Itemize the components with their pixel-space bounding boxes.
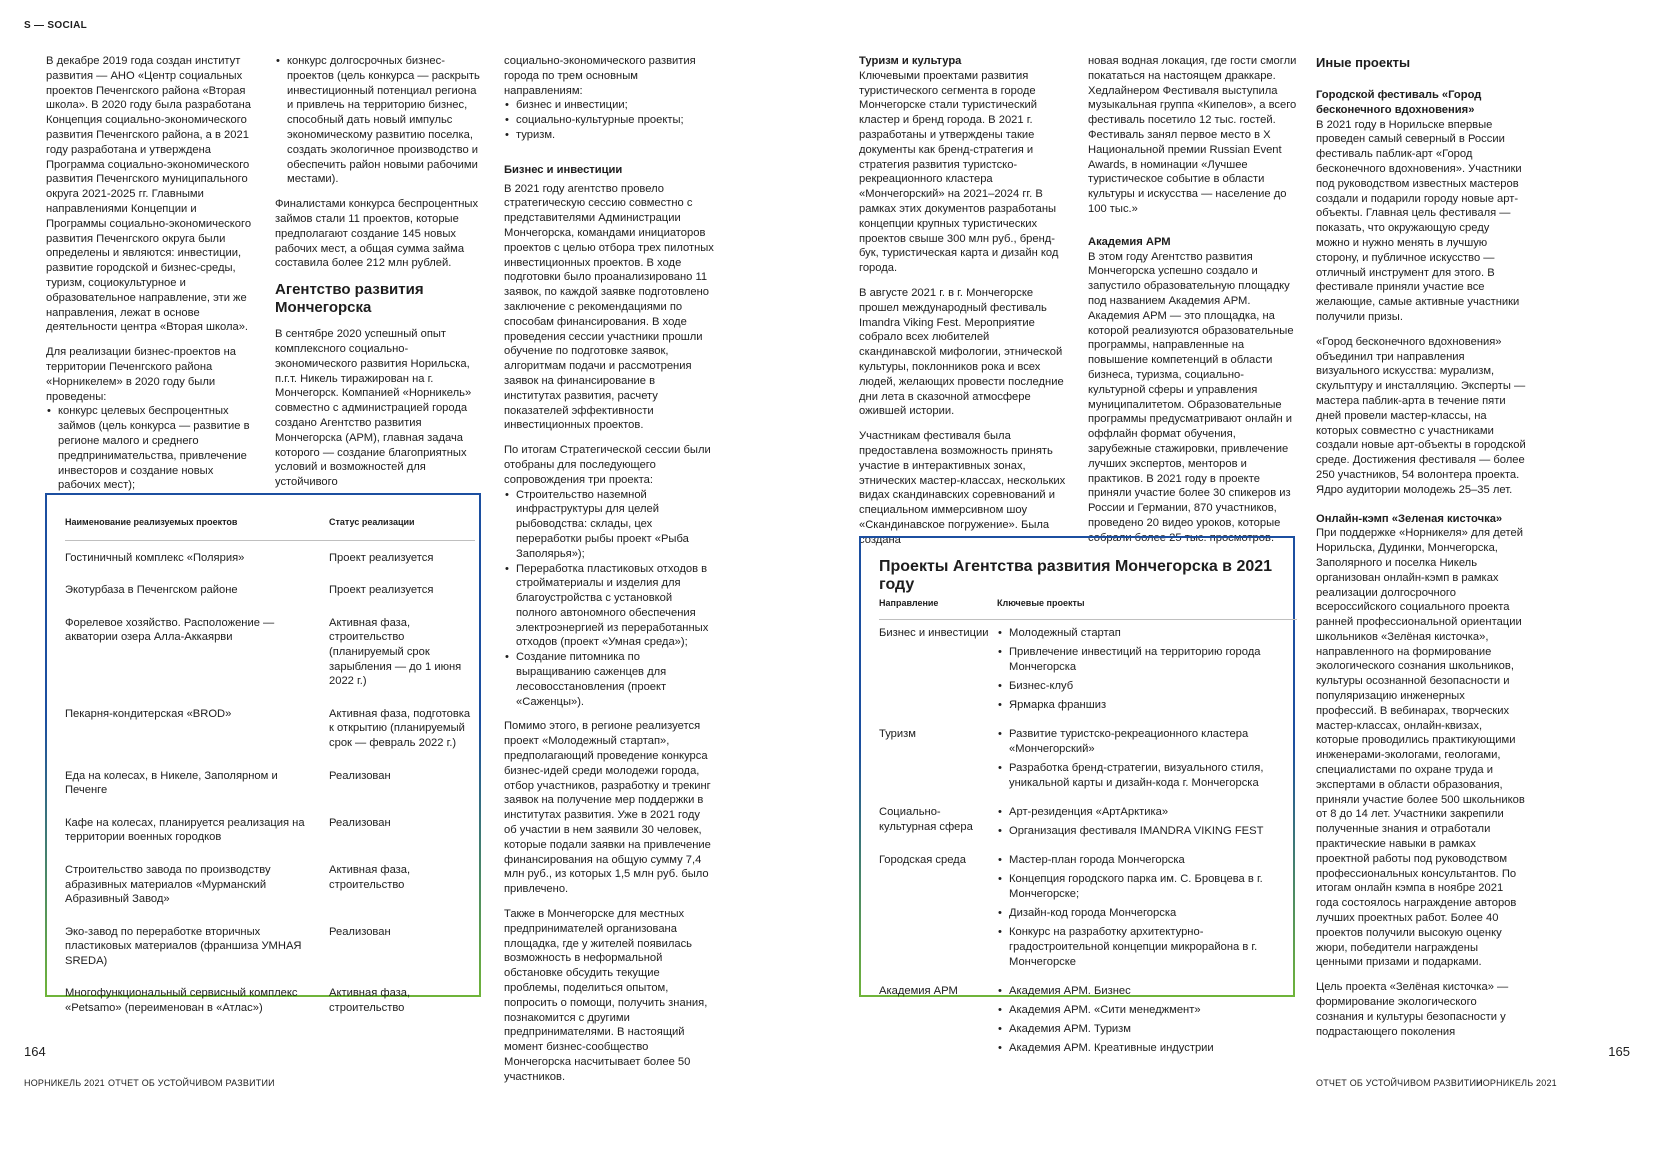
table-cell: Еда на колесах, в Никеле, Заполярном и Печенге — [65, 769, 278, 797]
list-item: • Молодежный стартап — [1009, 626, 1297, 641]
table-cell — [997, 978, 1297, 1064]
paragraph: В 2021 году в Норильске впервые проведен самый северный в России фестиваль паблик-арт «Город бесконечного вдохновения». Участники под руководством известных мастеров создали и подарили городу новые арт-объекты. Главная цель фестиваля — показать, что окружающую среду можно и нужно менять в лучшую сторону, и публичное искусство — отличный инструмент для этого. В фестивале приняли участие все желающие, самые активные участники получили призы. — [1316, 118, 1522, 323]
table-cell: Туризм — [879, 728, 916, 740]
table-cell: Активная фаза, строительство — [329, 863, 411, 891]
paragraph: В сентябре 2020 успешный опыт комплексного социально-экономического развития Норильска, п.г.т. Никель тиражирован на г. Мончегорск. Компанией «Норникель» совместно с администрацией города создано Агентство развития Мончегорска (АРМ), главная задача которого — создание благоприятных условий и возможностей для устойчивого — [275, 328, 472, 489]
table-header: Наименование реализуемых проектов — [65, 515, 329, 540]
subheading: Академия АРМ — [1088, 235, 1171, 248]
paragraph: новая водная локация, где гости смогли покататься на настоящем драккаре. Хедлайнером Фестиваля выступила музыкальная группа «Кипелов», а всего фестиваль посетило 12 тыс. гостей. Фестиваль занял первое место в X Национальной премии Russian Event Awards, в номинации «Лучшее туристическое событие в области культуры и искусства — население до 100 тыс.» — [1088, 55, 1297, 215]
table-cell: Социально-культурная сфера — [879, 806, 973, 833]
table-row — [879, 847, 1297, 978]
right-col-3 — [1316, 54, 1526, 1049]
paragraph: В 2021 году агентство провело стратегическую сессию совместно с представителями Администрации Мончегорска, командами инициаторов проектов с целью отбора трех пилотных инвестиционных проектов. В ходе подготовки было проанализировано 11 заявок, по каждой заявке подготовлено заключение с рекомендациями по способам финансирования. В ходе проведения сессии участники прошли обучение по подготовке заявок, алгоритмам подачи и рассмотрения заявок на финансирование в институтах развития, расчету показателей эффективности инвестиционных проектов. — [504, 182, 714, 432]
table-cell: Активная фаза, строительство (планируемый срок зарыбления — до 1 июня 2022 г.) — [329, 616, 462, 688]
table-cell: Академия АРМ — [879, 985, 958, 997]
table-cell: Бизнес и инвестиции — [879, 627, 989, 639]
bullet-list — [504, 98, 714, 142]
left-col-2 — [275, 54, 483, 500]
table-cell: Реализован — [329, 816, 391, 829]
paragraph: Финалистами конкурса беспроцентных займов стали 11 проектов, которые предполагают создание 145 новых рабочих мест, а общая сумма займа составила более 212 млн рублей. — [275, 198, 479, 270]
projects-table-box — [45, 493, 481, 1015]
table-cell: Гостиничный комплекс «Полярия» — [65, 551, 245, 564]
section-heading: Иные проекты — [1316, 55, 1411, 70]
list-item: • Мастер-план города Мончегорска — [1009, 853, 1297, 868]
paragraph: Ключевыми проектами развития туристического сегмента в городе Мончегорске стали туристический кластер и бренд города. В 2021 г. разработаны и утверждены такие документы как бренд-стратегия и стратегия развития туристско-рекреационного кластера «Мончегорский» на 2021–2024 гг. В рамках этих документов разработаны концепции крупных туристических проектов свыше 300 млн руб., бренд-бук, туристическая карта и дизайн код города. — [859, 69, 1059, 275]
table-row — [879, 799, 1297, 847]
page-number: 165 — [1608, 1044, 1630, 1059]
table-cell: Форелевое хозяйство. Расположение — акватории озера Алла-Аккаярви — [65, 616, 275, 644]
paragraph: В декабре 2019 года создан институт развития — АНО «Центр социальных проектов Печенгского района «Вторая школа». В 2020 году была разработана Концепция социально-экономического развития Печенгского района, а в 2021 году разработана и утверждена Программа социально-экономического развития Печенгского муниципального округа 2021-2025 гг. Главными направлениями Концепции и Программы социально-экономического развития Печенгского округа были определены и являются: инвестиции, развитие городской и бизнес-среды, туризм, социокультурное и образовательное направление, эти же направления, лежат в основе деятельности центра «Вторая школа». — [46, 55, 252, 334]
table-header: Статус реализации — [329, 515, 475, 540]
table-row — [65, 976, 475, 1023]
list-item: • Привлечение инвестиций на территорию города Мончегорска — [1009, 645, 1297, 675]
list-item: • Переработка пластиковых отходов в стройматериалы и изделия для благоустройства с установкой полного автономного обеспечения электроэнергией из переработанных отходов (проект «Умная среда»); — [516, 562, 714, 651]
bullet-list — [46, 404, 256, 493]
table-row — [879, 721, 1297, 799]
table-cell: Пекарня-кондитерская «BROD» — [65, 707, 232, 720]
footer-company: НОРНИКЕЛЬ 2021 — [24, 1078, 105, 1088]
table-header: Ключевые проекты — [997, 596, 1297, 620]
table-row — [879, 620, 1297, 722]
table-cell: Реализован — [329, 769, 391, 782]
list-item: • конкурс долгосрочных бизнес-проектов (цель конкурса — раскрыть инвестиционный потенциал региона и привлечь на территорию бизнес, способный дать новый импульс экономическому развитию поселка, создать экологичное производство и обеспечить район новыми рабочими местами). — [287, 54, 483, 187]
projects-table — [65, 515, 475, 1024]
page-number: 164 — [24, 1044, 46, 1059]
subheading: Туризм и культура — [859, 55, 962, 67]
table-header: Направление — [879, 596, 997, 620]
list-item: • бизнес и инвестиции; — [516, 98, 714, 113]
table-cell — [997, 799, 1297, 847]
table-title: Проекты Агентства развития Мончегорска в 2021 году — [879, 558, 1273, 593]
list-item: • конкурс целевых беспроцентных займов (цель конкурса — развитие в регионе малого и среднего предпринимательства, привлечение инвесторов и создание новых рабочих мест); — [58, 404, 256, 493]
table-cell: Проект реализуется — [329, 551, 434, 564]
subheading: Городской фестиваль «Город бесконечного вдохновения» — [1316, 89, 1482, 116]
table-cell: Активная фаза, строительство — [329, 987, 411, 1015]
table-row — [65, 806, 475, 853]
table-cell — [997, 620, 1297, 722]
table-row — [65, 853, 475, 915]
list-item: • Ярмарка франшиз — [1009, 698, 1297, 713]
list-item: • Концепция городского парка им. С. Бровцева в г. Мончегорске; — [1009, 872, 1297, 902]
section-heading: Агентство развития Мончегорска — [275, 281, 424, 317]
list-item: • Строительство наземной инфраструктуры для целей рыбоводства: склады, цех переработки рыбы проект «Рыба Заполярья»); — [516, 488, 714, 562]
list-item: • Дизайн-код города Мончегорска — [1009, 906, 1297, 921]
list-item: • Бизнес-клуб — [1009, 679, 1297, 694]
right-col-2 — [1088, 54, 1298, 556]
list-item: • Академия АРМ. Креативные индустрии — [1009, 1041, 1297, 1056]
list-item: • Создание питомника по выращиванию саженцев для лесовосстановления (проект «Саженцы»). — [516, 650, 714, 709]
bullet-list — [275, 54, 483, 187]
table-row — [65, 915, 475, 977]
list-item: • Академия АРМ. Бизнес — [1009, 984, 1297, 999]
table-cell: Многофункциональный сервисный комплекс «Petsamo» (переименован в «Атлас») — [65, 987, 298, 1015]
subheading: Онлайн-кэмп «Зеленая кисточка» — [1316, 512, 1503, 525]
list-item: • социально-культурные проекты; — [516, 113, 714, 128]
table-cell: Проект реализуется — [329, 584, 434, 597]
paragraph: «Город бесконечного вдохновения» объединил три направления визуального искусства: мурализм, скульптуру и инсталляцию. Эксперты — мастера паблик-арта в течение пяти дней провели мастер-классы, на которых совместно с участниками создали новые арт-объекты в городской среде. Достижения фестиваля — более 250 участников, 54 волонтера проекта. Ядро аудитории молодежь 25–35 лет. — [1316, 335, 1526, 496]
table-cell: Реализован — [329, 925, 391, 938]
table-cell: Активная фаза, подготовка к открытию (планируемый срок — февраль 2022 г.) — [329, 707, 471, 749]
footer-report: ОТЧЕТ ОБ УСТОЙЧИВОМ РАЗВИТИИ — [108, 1078, 275, 1088]
paragraph: Цель проекта «Зелёная кисточка» — формирование экологического сознания и культуры безопасности у подрастающего поколения — [1316, 981, 1509, 1038]
paragraph: Участникам фестиваля была предоставлена возможность принять участие в интерактивных зонах, этнических мастер-классах, нескольких видах скандинавских соревнований и специальном иммерсивном шоу «Скандинавское погружение». Была создана — [859, 430, 1066, 546]
table-cell: Строительство завода по производству абразивных материалов «Мурманский Абразивный Завод» — [65, 863, 271, 906]
paragraph: Для реализации бизнес-проектов на территории Печенгского района «Норникелем» в 2020 году были проведены: — [46, 346, 237, 403]
monchegorsk-projects-table — [879, 596, 1297, 1064]
list-item: • Развитие туристско-рекреационного кластера «Мончегорский» — [1009, 727, 1297, 757]
table-row — [65, 540, 475, 573]
table-cell — [997, 847, 1297, 978]
list-item: • Разработка бренд-стратегии, визуального стиля, уникальной карты и дизайн-кода г. Мончегорска — [1009, 761, 1297, 791]
table-cell: Экотурбаза в Печенгском районе — [65, 584, 238, 597]
list-item: • туризм. — [516, 128, 714, 143]
table-row — [879, 978, 1297, 1064]
table-row — [65, 606, 475, 697]
list-item: • Организация фестиваля IMANDRA VIKING FEST — [1009, 824, 1297, 839]
right-col-1 — [859, 54, 1069, 558]
table-row — [65, 697, 475, 759]
table-row — [65, 573, 475, 606]
footer-company: НОРНИКЕЛЬ 2021 — [1476, 1078, 1557, 1088]
monchegorsk-projects-box — [859, 536, 1295, 1054]
section-label: S — SOCIAL — [24, 20, 88, 31]
paragraph: социально-экономического развития города по трем основным направлениям: — [504, 55, 696, 97]
paragraph: В этом году Агентство развития Мончегорска успешно создало и запустило образовательную площадку под названием Академия АРМ. Академия АРМ — это площадка, на которой реализуются образовательные программы, направленные на повышение компетенций в области бизнеса, туризма, социально-культурной сферы и управления муниципалитетом. Образовательные программы предусматривают онлайн и оффлайн формат обучения, зарубежные стажировки, привлечение лучших экспертов, менторов и практиков. В 2021 году в проекте приняли участие более 30 спикеров из России и Германии, 870 участников, проведено 20 видео уроков, которые собрали более 25 тыс. просмотров. — [1088, 250, 1294, 544]
paragraph: Помимо этого, в регионе реализуется проект «Молодежный стартап», предполагающий проведение конкурса бизнес-идей среди молодежи города, отбор участников, разработку и трекинг заявок на получение мер поддержки в институтах развития. Уже в 2021 году об участии в нем заявили 30 человек, которые подали заявки на привлечение финансирования на общую сумму 7,4 млн руб., из которых 1,5 млн руб. было привлечено. — [504, 720, 711, 896]
table-cell: Эко-завод по переработке вторичных пластиковых материалов (франшиза УМНАЯ SREDA) — [65, 925, 302, 967]
list-item: • Академия АРМ. Туризм — [1009, 1022, 1297, 1037]
paragraph: В августе 2021 г. в г. Мончегорске прошел международный фестиваль Imandra Viking Fest. Мероприятие собрало всех любителей скандинавской мифологии, этнической культуры, поклонников рока и всех людей, желающих провести последние дни лета в сказочной атмосфере ожившей истории. — [859, 286, 1064, 418]
left-col-1 — [46, 54, 256, 503]
list-item: • Академия АРМ. «Сити менеджмент» — [1009, 1003, 1297, 1018]
list-item: • Конкурс на разработку архитектурно-градостроительной концепции микрорайона в г. Мончегорске — [1009, 925, 1297, 970]
left-col-3 — [504, 54, 714, 1095]
table-row — [65, 759, 475, 806]
table-cell: Городская среда — [879, 854, 966, 866]
paragraph: По итогам Стратегической сессии были отобраны для последующего сопровождения три проекта: — [504, 444, 711, 486]
list-item: • Арт-резиденция «АртАрктика» — [1009, 805, 1297, 820]
paragraph: При поддержке «Норникеля» для детей Норильска, Дудинки, Мончегорска, Заполярного и поселка Никель организован онлайн-кэмп в рамках реализации долгосрочного всероссийского социального проекта ранней профессиональной ориентации школьников «Зелёная кисточка», направленного на формирование экологического сознания школьников, культуры осознанной безопасности и популяризацию инженерных профессий. В вебинарах, творческих мастер-классах, онлайн-квизах, которые проводились практикующими инженерами-экологами, геологами, специалистами по охране труда и экспертами в области образования, приняли участие более 500 школьников от 8 до 14 лет. Участники закрепили полученные знания и отработали практические навыки в рамках проектной работы под руководством профессиональных консультантов. По итогам онлайн кэмпа в ноябре 2021 года состоялось награждение авторов лучших проектных работ. Более 40 проектов получили высокую оценку жюри, победители награждены ценными призами и подарками. — [1316, 527, 1525, 969]
table-cell — [997, 721, 1297, 799]
bullet-list — [504, 488, 714, 710]
footer-report: ОТЧЕТ ОБ УСТОЙЧИВОМ РАЗВИТИИ — [1316, 1078, 1483, 1088]
paragraph: Также в Мончегорске для местных предпринимателей организована площадка, где у жителей появилась возможность в неформальной обстановке обсудить текущие проблемы, поделиться опытом, попросить о помощи, получить знания, познакомится с другими предпринимателями. В настоящий момент бизнес-сообщество Мончегорска насчитывает более 50 участников. — [504, 908, 708, 1083]
table-cell: Кафе на колесах, планируется реализация на территории военных городков — [65, 816, 305, 844]
subheading: Бизнес и инвестиции — [504, 163, 623, 176]
